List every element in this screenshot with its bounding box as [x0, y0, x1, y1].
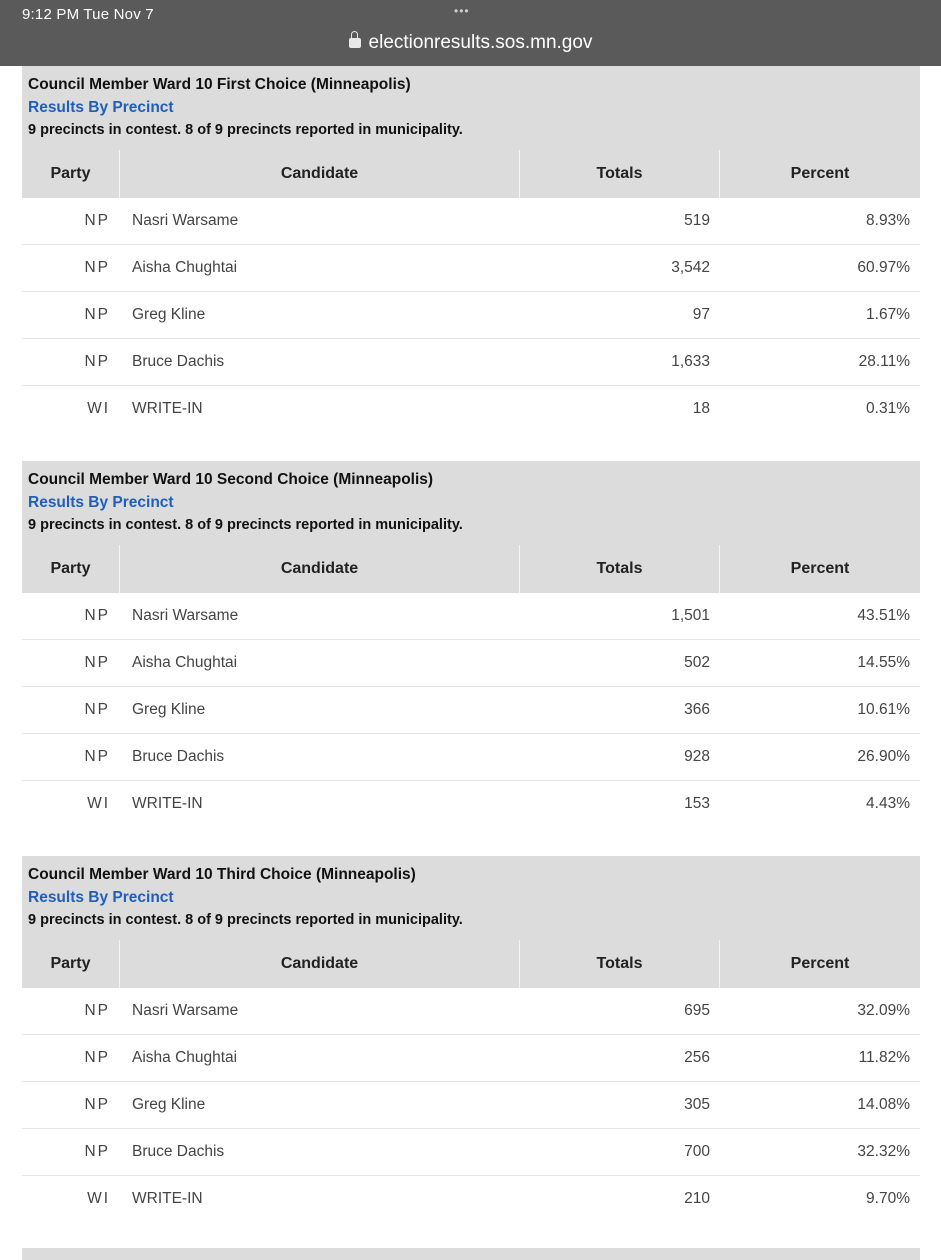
party-cell: NP [84, 259, 110, 276]
table-row [22, 988, 920, 1035]
table-row [22, 1082, 920, 1129]
table-row [22, 1176, 920, 1223]
totals-cell: 97 [692, 306, 710, 323]
contest-title: Council Member Ward 10 Third Choice (Minneapolis) [28, 866, 416, 883]
table-row [22, 339, 920, 386]
candidate-cell: Bruce Dachis [132, 748, 225, 765]
totals-cell: 18 [692, 400, 710, 417]
percent-cell: 32.09% [857, 1002, 910, 1019]
totals-cell: 519 [684, 212, 710, 229]
percent-cell: 43.51% [857, 607, 910, 624]
contest-section [22, 461, 920, 828]
party-cell: NP [84, 607, 110, 624]
header-totals[interactable]: Totals [520, 150, 720, 198]
contest-subtitle: 9 precincts in contest. 8 of 9 precincts reported in municipality. [28, 517, 463, 533]
header-totals[interactable]: Totals [520, 940, 720, 988]
party-cell: NP [84, 212, 110, 229]
percent-cell: 14.55% [857, 654, 910, 671]
table-row [22, 1129, 920, 1176]
header-percent[interactable]: Percent [790, 560, 850, 577]
table-row [22, 640, 920, 687]
table-row [22, 292, 920, 339]
results-table-body [22, 593, 920, 828]
candidate-cell: Nasri Warsame [132, 1002, 239, 1019]
table-row [22, 593, 920, 640]
candidate-cell: Nasri Warsame [132, 607, 239, 624]
party-cell: NP [84, 1143, 110, 1160]
party-cell: NP [84, 1002, 110, 1019]
results-by-precinct-link[interactable]: Results By Precinct [28, 99, 174, 116]
contest-header [22, 66, 920, 150]
candidate-cell: Greg Kline [132, 306, 206, 323]
header-party[interactable]: Party [22, 940, 120, 988]
more-dots-icon[interactable]: ••• [454, 4, 470, 18]
percent-cell: 10.61% [857, 701, 910, 718]
url-bar[interactable] [0, 32, 941, 54]
table-row [22, 198, 920, 245]
candidate-cell: Aisha Chughtai [132, 259, 238, 276]
totals-cell: 305 [684, 1096, 710, 1113]
status-time: 9:12 PM Tue Nov 7 [22, 6, 154, 23]
results-table-body [22, 988, 920, 1223]
percent-cell: 28.11% [858, 353, 910, 370]
totals-cell: 153 [684, 795, 710, 812]
party-cell: WI [87, 795, 110, 812]
totals-cell: 210 [684, 1190, 710, 1207]
percent-cell: 14.08% [857, 1096, 910, 1113]
party-cell: NP [84, 654, 110, 671]
header-totals[interactable]: Totals [520, 545, 720, 593]
percent-cell: 11.82% [858, 1049, 910, 1066]
totals-cell: 1,633 [671, 353, 710, 370]
status-bar [0, 0, 941, 66]
percent-cell: 32.32% [857, 1143, 910, 1160]
candidate-cell: WRITE-IN [132, 400, 203, 417]
percent-cell: 4.43% [866, 795, 910, 812]
results-by-precinct-link[interactable]: Results By Precinct [28, 494, 174, 511]
percent-cell: 8.93% [866, 212, 910, 229]
percent-cell: 9.70% [866, 1190, 910, 1207]
totals-cell: 366 [684, 701, 710, 718]
totals-cell: 928 [684, 748, 710, 765]
table-row [22, 734, 920, 781]
header-percent[interactable]: Percent [790, 955, 850, 972]
percent-cell: 0.31% [866, 400, 910, 417]
party-cell: NP [84, 1049, 110, 1066]
party-cell: WI [87, 1190, 110, 1207]
candidate-cell: WRITE-IN [132, 1190, 203, 1207]
table-row [22, 386, 920, 433]
table-header [22, 150, 920, 198]
party-cell: NP [84, 1096, 110, 1113]
percent-cell: 60.97% [857, 259, 910, 276]
contest-section [22, 856, 920, 1223]
contest-title: Council Member Ward 10 Second Choice (Minneapolis) [28, 471, 434, 488]
totals-cell: 695 [684, 1002, 710, 1019]
party-cell: NP [84, 353, 110, 370]
candidate-cell: WRITE-IN [132, 795, 203, 812]
contest-subtitle: 9 precincts in contest. 8 of 9 precincts reported in municipality. [28, 912, 463, 928]
totals-cell: 1,501 [671, 607, 710, 624]
contest-header [22, 856, 920, 940]
candidate-cell: Aisha Chughtai [132, 654, 238, 671]
header-candidate[interactable]: Candidate [120, 940, 520, 988]
percent-cell: 1.67% [866, 306, 910, 323]
totals-cell: 502 [684, 654, 710, 671]
header-candidate[interactable]: Candidate [120, 545, 520, 593]
party-cell: NP [84, 701, 110, 718]
lock-icon [349, 38, 361, 48]
table-header [22, 545, 920, 593]
percent-cell: 26.90% [857, 748, 910, 765]
party-cell: NP [84, 748, 110, 765]
table-row [22, 245, 920, 292]
table-row [22, 781, 920, 828]
candidate-cell: Bruce Dachis [132, 353, 225, 370]
header-candidate[interactable]: Candidate [120, 150, 520, 198]
totals-cell: 256 [684, 1049, 710, 1066]
candidate-cell: Greg Kline [132, 1096, 206, 1113]
results-table-body [22, 198, 920, 433]
url-text: electionresults.sos.mn.gov [368, 32, 593, 53]
candidate-cell: Bruce Dachis [132, 1143, 225, 1160]
results-by-precinct-link[interactable]: Results By Precinct [28, 889, 174, 906]
contest-section [22, 66, 920, 433]
contest-subtitle: 9 precincts in contest. 8 of 9 precincts reported in municipality. [28, 122, 463, 138]
candidate-cell: Nasri Warsame [132, 212, 239, 229]
header-party[interactable]: Party [22, 545, 120, 593]
table-row [22, 1035, 920, 1082]
party-cell: NP [84, 306, 110, 323]
contest-header [22, 461, 920, 545]
candidate-cell: Greg Kline [132, 701, 206, 718]
table-header [22, 940, 920, 988]
totals-cell: 700 [684, 1143, 710, 1160]
header-party[interactable]: Party [22, 150, 120, 198]
contest-title: Council Member Ward 10 First Choice (Minneapolis) [28, 76, 411, 93]
candidate-cell: Aisha Chughtai [132, 1049, 238, 1066]
table-row [22, 687, 920, 734]
header-percent[interactable]: Percent [790, 165, 850, 182]
totals-cell: 3,542 [671, 259, 710, 276]
next-contest-header-edge [22, 1248, 920, 1260]
party-cell: WI [87, 400, 110, 417]
